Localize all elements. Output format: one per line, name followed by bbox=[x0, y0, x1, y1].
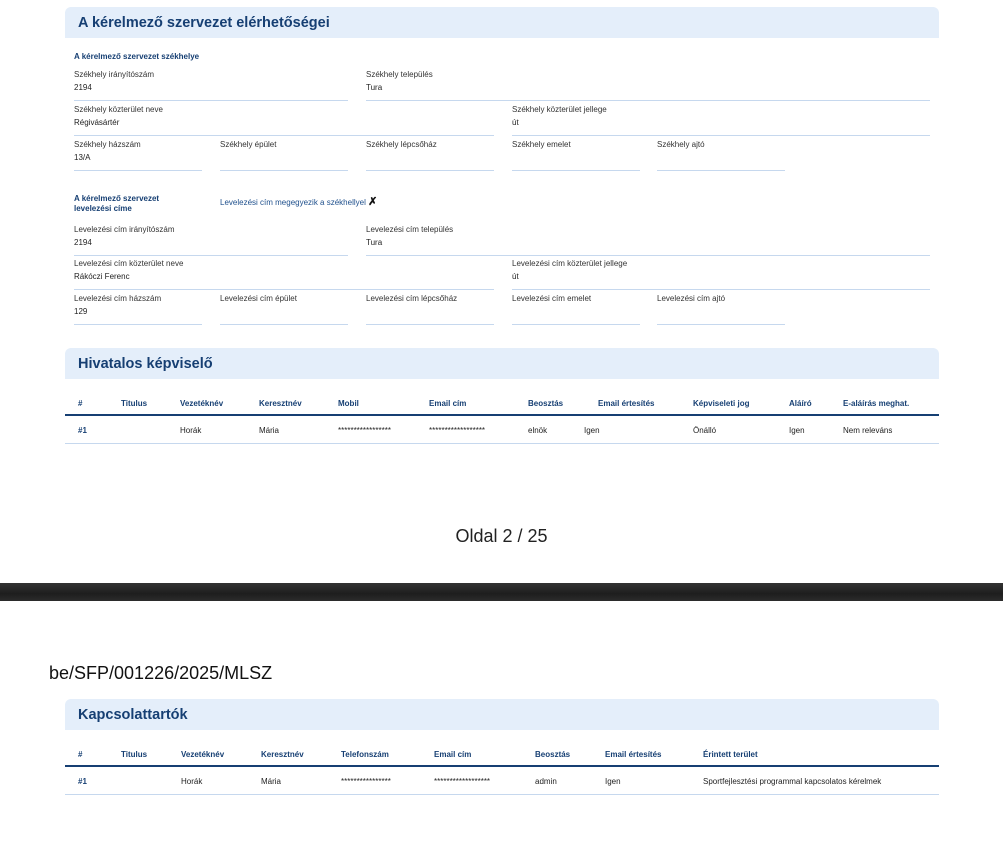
col-header: Titulus bbox=[121, 750, 148, 759]
mail-building-field: Levelezési cím épület bbox=[220, 294, 348, 325]
mail-house-number-field: Levelezési cím házszám 129 bbox=[74, 294, 202, 325]
col-header: Vezetéknév bbox=[181, 750, 225, 759]
col-header: Beosztás bbox=[535, 750, 571, 759]
col-header: Vezetéknév bbox=[180, 399, 224, 408]
col-header: Email értesítés bbox=[605, 750, 662, 759]
seat-staircase-field: Székhely lépcsőház bbox=[366, 140, 494, 171]
col-header: # bbox=[78, 399, 83, 408]
mail-street-type-field: Levelezési cím közterület jellege út bbox=[512, 259, 930, 290]
seat-zip-field: Székhely irányítószám 2194 bbox=[74, 70, 348, 101]
col-header: E-aláírás meghat. bbox=[843, 399, 910, 408]
col-header: Érintett terület bbox=[703, 750, 758, 759]
document-reference: be/SFP/001226/2025/MLSZ bbox=[49, 663, 273, 683]
page-number: Oldal 2 / 25 bbox=[455, 526, 548, 546]
mail-same-as-seat-note: Levelezési cím megegyezik a székhellyel ✗ bbox=[220, 196, 378, 208]
col-header: Keresztnév bbox=[259, 399, 302, 408]
mail-city-field: Levelezési cím település Tura bbox=[366, 225, 930, 256]
mail-staircase-field: Levelezési cím lépcsőház bbox=[366, 294, 494, 325]
table-row: #1 Horák Mária **************** ****************** admin Igen Sportfejlesztési programmal kapcsolatos kérelmek bbox=[65, 769, 939, 795]
col-header: Email cím bbox=[434, 750, 472, 759]
table-row: #1 Horák Mária ***************** ****************** elnök Igen Önálló Igen Nem releváns bbox=[65, 418, 939, 444]
col-header: Mobil bbox=[338, 399, 359, 408]
col-header: Képviseleti jog bbox=[693, 399, 750, 408]
seat-subtitle: A kérelmező szervezet székhelye bbox=[74, 52, 200, 61]
mail-door-field: Levelezési cím ajtó bbox=[657, 294, 785, 325]
seat-street-type-field: Székhely közterület jellege út bbox=[512, 105, 930, 136]
contact-section-title: A kérelmező szervezet elérhetőségei bbox=[78, 15, 330, 31]
col-header: Keresztnév bbox=[261, 750, 304, 759]
mail-subtitle: A kérelmező szervezet levelezési címe bbox=[74, 194, 160, 213]
col-header: # bbox=[78, 750, 83, 759]
page-divider bbox=[0, 583, 1003, 601]
col-header: Email cím bbox=[429, 399, 467, 408]
col-header: Telefonszám bbox=[341, 750, 389, 759]
mail-street-name-field: Levelezési cím közterület neve Rákóczi Ferenc bbox=[74, 259, 494, 290]
representative-section-header bbox=[65, 348, 939, 379]
contact-section-header bbox=[65, 7, 939, 38]
seat-street-name-field: Székhely közterület neve Régivásártér bbox=[74, 105, 494, 136]
table-header-row bbox=[65, 745, 939, 767]
representative-section-title: Hivatalos képviselő bbox=[78, 356, 213, 372]
seat-floor-field: Székhely emelet bbox=[512, 140, 640, 171]
contacts-section-title: Kapcsolattartók bbox=[78, 707, 188, 723]
col-header: Email értesítés bbox=[598, 399, 655, 408]
cross-mark-icon: ✗ bbox=[368, 196, 378, 208]
mail-floor-field: Levelezési cím emelet bbox=[512, 294, 640, 325]
col-header: Beosztás bbox=[528, 399, 564, 408]
mail-zip-field: Levelezési cím irányítószám 2194 bbox=[74, 225, 348, 256]
seat-city-field: Székhely település Tura bbox=[366, 70, 930, 101]
contacts-section-header bbox=[65, 699, 939, 730]
seat-building-field: Székhely épület bbox=[220, 140, 348, 171]
col-header: Titulus bbox=[121, 399, 148, 408]
seat-house-number-field: Székhely házszám 13/A bbox=[74, 140, 202, 171]
seat-door-field: Székhely ajtó bbox=[657, 140, 785, 171]
table-header-row bbox=[65, 394, 939, 416]
col-header: Aláíró bbox=[789, 399, 812, 408]
